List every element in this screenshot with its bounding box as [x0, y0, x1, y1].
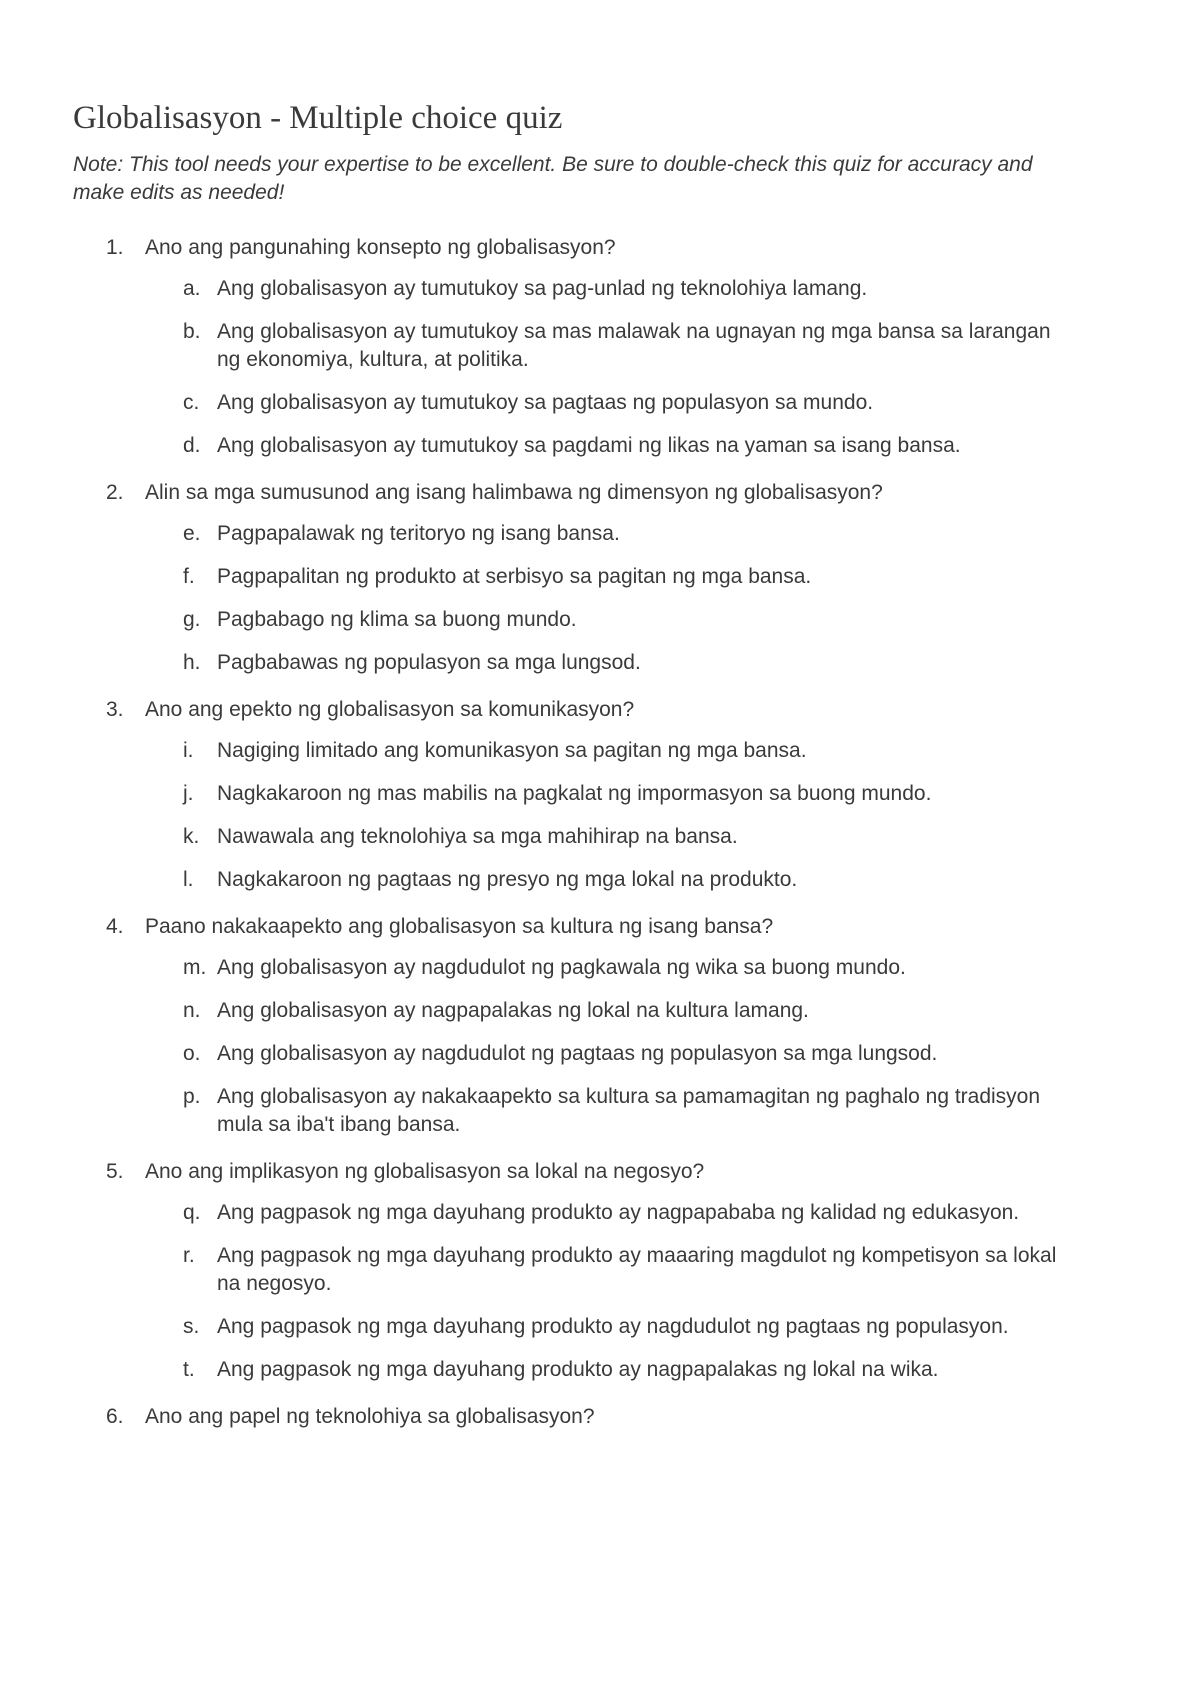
option-letter: h.: [183, 651, 201, 674]
question-number: 3.: [106, 698, 124, 721]
option-letter: n.: [183, 999, 201, 1022]
option-letter: q.: [183, 1201, 201, 1224]
answer-option: [145, 866, 1077, 894]
question-text: Ano ang epekto ng globalisasyon sa komunikasyon?: [145, 698, 635, 721]
option-letter: e.: [183, 522, 201, 545]
question-item: [73, 478, 1123, 677]
option-letter: a.: [183, 277, 201, 300]
option-text: Ang globalisasyon ay tumutukoy sa mas malawak na ugnayan ng mga bansa sa larangan ng ekonomiya, kultura, at politika.: [217, 320, 1051, 371]
question-text: Alin sa mga sumusunod ang isang halimbawa ng dimensyon ng globalisasyon?: [145, 481, 883, 504]
option-letter: b.: [183, 320, 201, 343]
option-letter: j.: [183, 782, 194, 805]
answer-option: [145, 275, 1077, 303]
option-letter: c.: [183, 391, 200, 414]
answer-option: [145, 737, 1077, 765]
option-text: Nagkakaroon ng mas mabilis na pagkalat ng impormasyon sa buong mundo.: [217, 782, 932, 805]
option-text: Ang globalisasyon ay nagpapalakas ng lokal na kultura lamang.: [217, 999, 809, 1022]
option-letter: o.: [183, 1042, 201, 1065]
option-text: Ang globalisasyon ay tumutukoy sa pagdami ng likas na yaman sa isang bansa.: [217, 434, 961, 457]
answer-option: [145, 1083, 1077, 1139]
option-letter: g.: [183, 608, 201, 631]
option-letter: r.: [183, 1244, 195, 1267]
option-letter: m.: [183, 956, 207, 979]
answer-option: [145, 954, 1077, 982]
answer-option: [145, 823, 1077, 851]
option-text: Nawawala ang teknolohiya sa mga mahihirap na bansa.: [217, 825, 738, 848]
question-number: 4.: [106, 915, 124, 938]
option-text: Ang globalisasyon ay nakakaapekto sa kultura sa pamamagitan ng paghalo ng tradisyon mula sa iba't ibang bansa.: [217, 1085, 1041, 1136]
question-number: 6.: [106, 1405, 124, 1428]
answer-option: [145, 780, 1077, 808]
question-item: [73, 1402, 1123, 1431]
option-text: Ang globalisasyon ay tumutukoy sa pag-unlad ng teknolohiya lamang.: [217, 277, 868, 300]
answer-options: [145, 737, 1123, 894]
option-text: Ang pagpasok ng mga dayuhang produkto ay nagdudulot ng pagtaas ng populasyon.: [217, 1315, 1009, 1338]
option-text: Nagiging limitado ang komunikasyon sa pagitan ng mga bansa.: [217, 739, 807, 762]
option-letter: l.: [183, 868, 194, 891]
option-letter: s.: [183, 1315, 200, 1338]
answer-option: [145, 1356, 1077, 1384]
question-number: 1.: [106, 236, 124, 259]
answer-options: [145, 275, 1123, 460]
option-text: Ang pagpasok ng mga dayuhang produkto ay nagpapababa ng kalidad ng edukasyon.: [217, 1201, 1020, 1224]
option-text: Ang globalisasyon ay nagdudulot ng pagtaas ng populasyon sa mga lungsod.: [217, 1042, 938, 1065]
option-letter: i.: [183, 739, 194, 762]
option-text: Ang globalisasyon ay nagdudulot ng pagkawala ng wika sa buong mundo.: [217, 956, 906, 979]
option-text: Pagbabawas ng populasyon sa mga lungsod.: [217, 651, 641, 674]
question-text: Paano nakakaapekto ang globalisasyon sa kultura ng isang bansa?: [145, 915, 774, 938]
answer-option: [145, 563, 1077, 591]
option-text: Pagpapalawak ng teritoryo ng isang bansa.: [217, 522, 620, 545]
question-text: Ano ang pangunahing konsepto ng globalisasyon?: [145, 236, 616, 259]
answer-option: [145, 1313, 1077, 1341]
answer-option: [145, 318, 1077, 374]
option-text: Ang globalisasyon ay tumutukoy sa pagtaas ng populasyon sa mundo.: [217, 391, 874, 414]
option-text: Pagpapalitan ng produkto at serbisyo sa pagitan ng mga bansa.: [217, 565, 812, 588]
answer-option: [145, 649, 1077, 677]
option-text: Pagbabago ng klima sa buong mundo.: [217, 608, 577, 631]
question-item: [73, 912, 1123, 1139]
option-text: Ang pagpasok ng mga dayuhang produkto ay nagpapalakas ng lokal na wika.: [217, 1358, 939, 1381]
option-letter: k.: [183, 825, 200, 848]
option-letter: p.: [183, 1085, 201, 1108]
answer-option: [145, 1199, 1077, 1227]
answer-options: [145, 954, 1123, 1139]
question-text: Ano ang implikasyon ng globalisasyon sa lokal na negosyo?: [145, 1160, 705, 1183]
option-letter: d.: [183, 434, 201, 457]
option-text: Nagkakaroon ng pagtaas ng presyo ng mga lokal na produkto.: [217, 868, 798, 891]
question-text: Ano ang papel ng teknolohiya sa globalisasyon?: [145, 1405, 595, 1428]
answer-option: [145, 389, 1077, 417]
question-item: [73, 1157, 1123, 1384]
option-letter: t.: [183, 1358, 195, 1381]
question-number: 2.: [106, 481, 124, 504]
answer-option: [145, 520, 1077, 548]
question-item: [73, 695, 1123, 894]
question-list: [73, 233, 1123, 1431]
disclaimer-note: Note: This tool needs your expertise to be excellent. Be sure to double-check this quiz for accuracy and make edits as needed!: [73, 153, 1033, 204]
question-number: 5.: [106, 1160, 124, 1183]
answer-option: [145, 997, 1077, 1025]
answer-options: [145, 520, 1123, 677]
page-title: Globalisasyon - Multiple choice quiz: [73, 100, 563, 136]
option-letter: f.: [183, 565, 195, 588]
answer-options: [145, 1199, 1123, 1384]
question-item: [73, 233, 1123, 460]
answer-option: [145, 1040, 1077, 1068]
answer-option: [145, 606, 1077, 634]
answer-option: [145, 432, 1077, 460]
option-text: Ang pagpasok ng mga dayuhang produkto ay maaaring magdulot ng kompetisyon sa lokal na negosyo.: [217, 1244, 1057, 1295]
answer-option: [145, 1242, 1077, 1298]
quiz-document: [73, 96, 1123, 1449]
